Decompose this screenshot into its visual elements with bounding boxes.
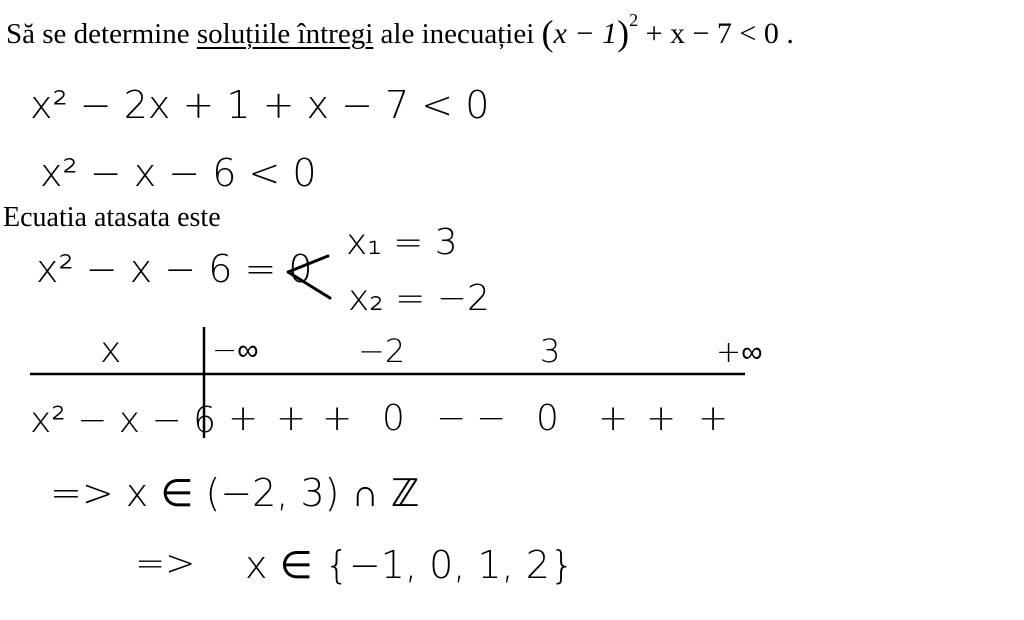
sign-mark: + bbox=[276, 398, 307, 439]
sign-mark: + bbox=[322, 398, 353, 439]
result-integer-set: x ∈ {−1, 0, 1, 2} bbox=[245, 543, 575, 587]
result-line-1: => x ∈ (−2, 3) ∩ ℤ bbox=[50, 471, 420, 515]
sign-table-point-root-1: −2 bbox=[358, 332, 406, 370]
attached-equation-caption: Ecuatia atasata este bbox=[3, 202, 221, 233]
problem-text-before: Să se determine bbox=[6, 18, 197, 50]
sign-mark: − bbox=[476, 398, 507, 439]
sign-mark: + bbox=[646, 398, 677, 439]
sign-mark: + bbox=[698, 398, 729, 439]
step-line-1: x² − 2x + 1 + x − 7 < 0 bbox=[30, 83, 490, 127]
sign-table-point-root-2: 3 bbox=[540, 332, 561, 370]
sign-mark: 0 bbox=[382, 398, 405, 439]
sign-table-x-label: x bbox=[100, 330, 122, 371]
attached-equation: x² − x − 6 = 0 bbox=[36, 247, 313, 291]
inequality-tail: + x − 7 < 0 . bbox=[638, 17, 794, 50]
step-line-2: x² − x − 6 < 0 bbox=[40, 151, 317, 195]
sign-mark: 0 bbox=[536, 398, 559, 439]
problem-underlined-text: soluțiile întregi bbox=[196, 18, 374, 50]
sign-mark: + bbox=[228, 398, 259, 439]
sign-mark: + bbox=[598, 398, 629, 439]
paren-exponent: 2 bbox=[629, 10, 639, 30]
sign-table-row-label: x² − x − 6 bbox=[30, 400, 217, 441]
sign-mark: − bbox=[436, 398, 467, 439]
result-arrow: => bbox=[135, 543, 196, 584]
paren-inner: x − 1 bbox=[553, 17, 618, 50]
paren-open: ( bbox=[541, 13, 554, 53]
sign-table-point-neg-inf: −∞ bbox=[212, 333, 259, 368]
sign-table-point-pos-inf: +∞ bbox=[716, 335, 763, 370]
root-2: x₂ = −2 bbox=[348, 278, 490, 319]
problem-text-mid: ale inecuației bbox=[373, 18, 542, 50]
root-1: x₁ = 3 bbox=[346, 222, 458, 263]
paren-close: ) bbox=[617, 13, 630, 53]
